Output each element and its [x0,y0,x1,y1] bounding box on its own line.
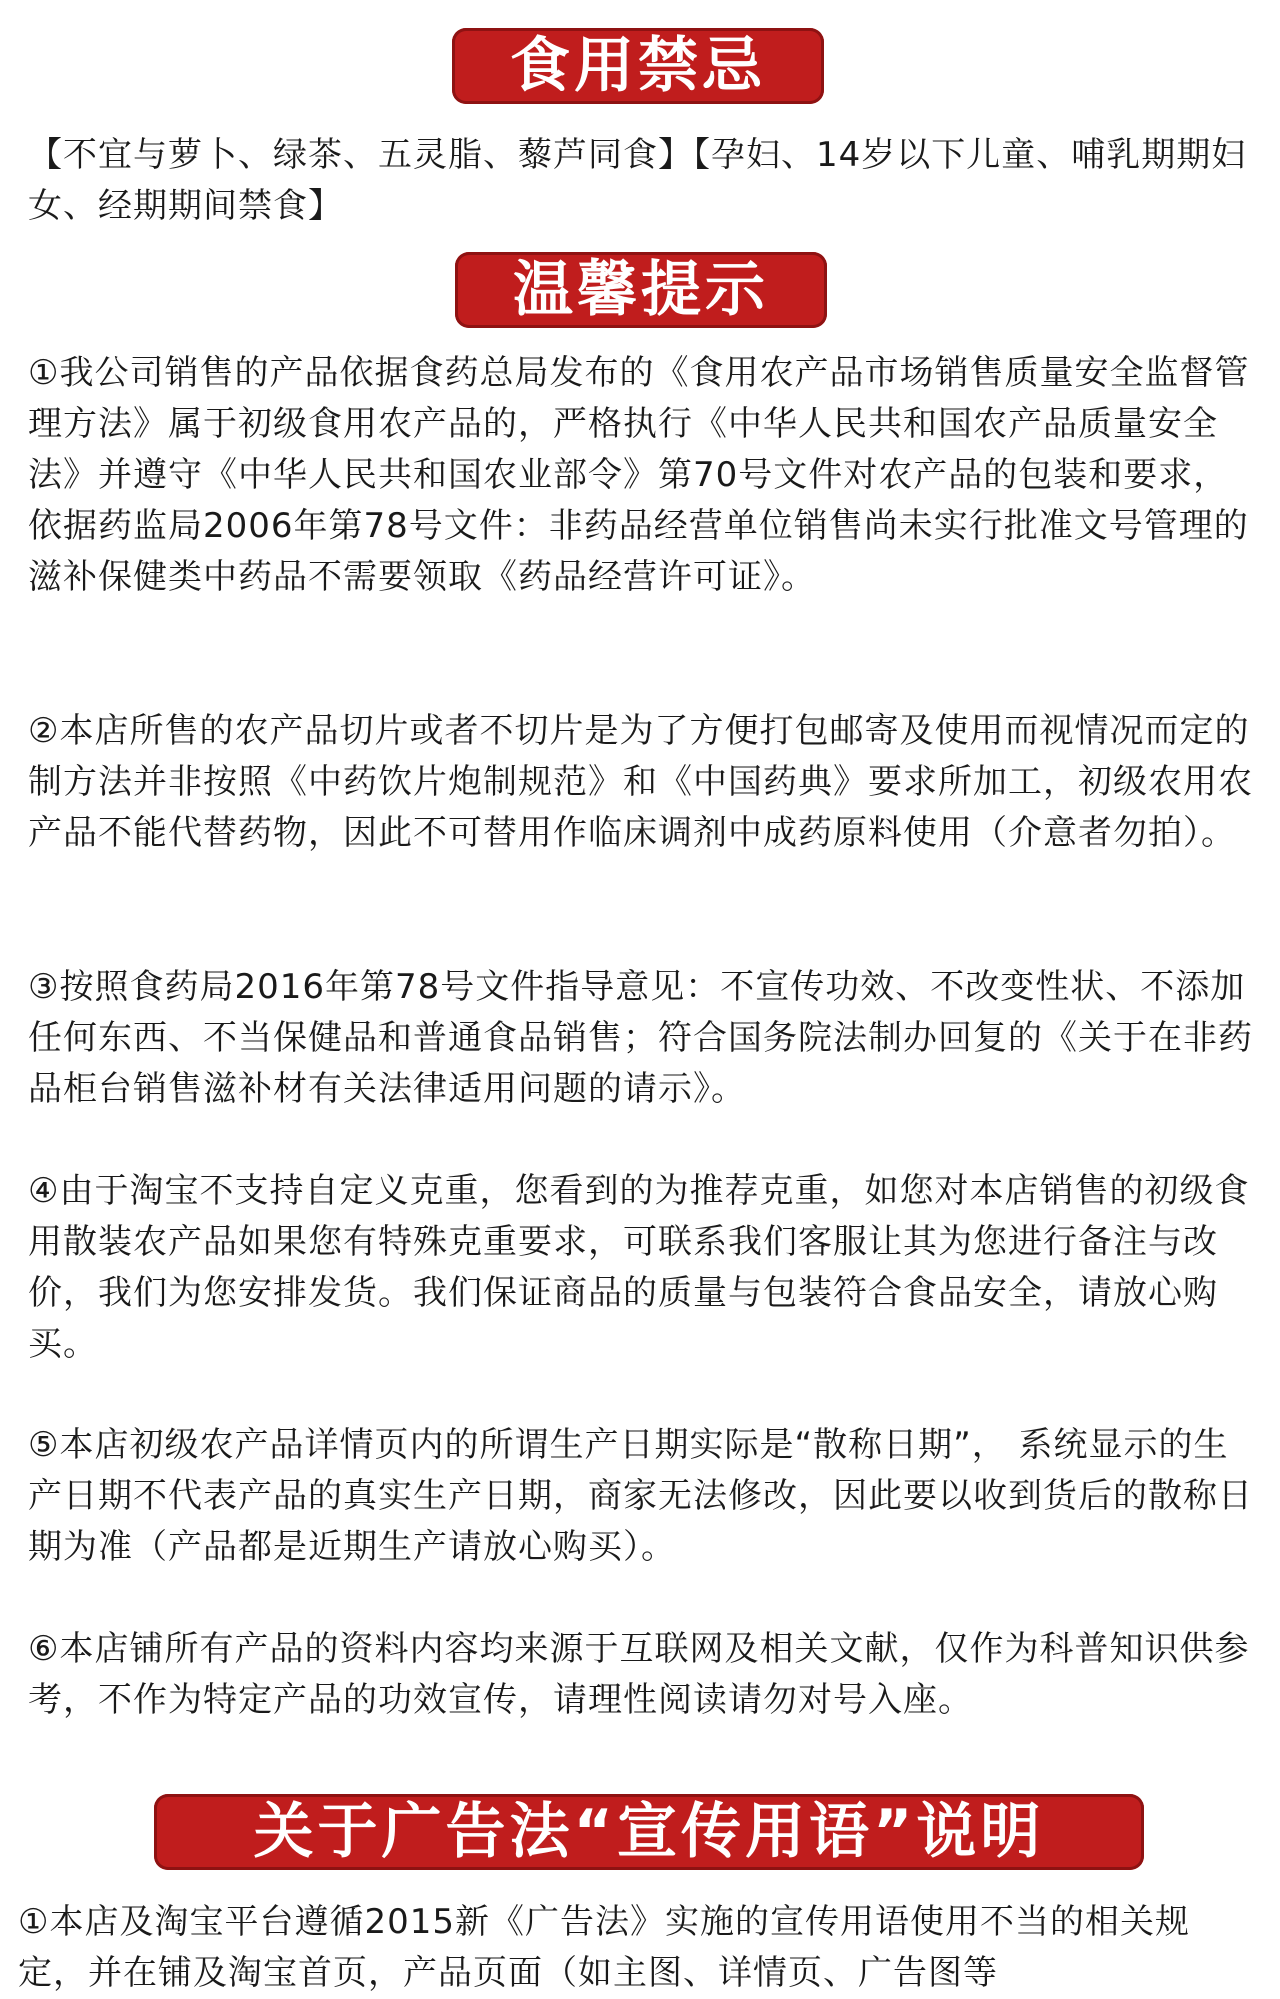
banner-ad-law: 关于广告法“宣传用语”说明 [154,1794,1144,1870]
tip-paragraph: ②本店所售的农产品切片或者不切片是为了方便打包邮寄及使用而视情况而定的制方法并非按照《中药饮片炮制规范》和《中国药典》要求所加工，初级农用农产品不能代替药物，因此不可替用作临床调剂中成药原料使用（介意者勿拍）。 [28,711,1253,853]
tip-paragraph: ③按照食药局2016年第78号文件指导意见：不宣传功效、不改变性状、不添加任何东西、不当保健品和普通食品销售；符合国务院法制办回复的《关于在非药品柜台销售滋补材有关法律适用问题的请示》。 [28,967,1253,1109]
tip-paragraph: ④由于淘宝不支持自定义克重，您看到的为推荐克重，如您对本店销售的初级食用散装农产品如果您有特殊克重要求，可联系我们客服让其为您进行备注与改价，我们为您安排发货。我们保证商品的质量与包装符合食品安全，请放心购买。 [28,1171,1250,1364]
tip-paragraph: ⑥本店铺所有产品的资料内容均来源于互联网及相关文献，仅作为科普知识供参考，不作为特定产品的功效宣传，请理性阅读请勿对号入座。 [28,1629,1250,1720]
ad-law-paragraph: ①本店及淘宝平台遵循2015新《广告法》实施的宣传用语使用不当的相关规定，并在铺及淘宝首页，产品页面（如主图、详情页、广告图等 [18,1902,1191,1993]
tip-paragraph: ⑤本店初级农产品详情页内的所谓生产日期实际是“散称日期”， 系统显示的生产日期不代表产品的真实生产日期，商家无法修改，因此要以收到货后的散称日期为准（产品都是近期生产请放心购买）。 [28,1425,1253,1567]
taboo-text: 【不宜与萝卜、绿茶、五灵脂、藜芦同食】【孕妇、14岁以下儿童、哺乳期期妇女、经期期间禁食】 [28,135,1247,226]
tip-paragraph: ①我公司销售的产品依据食药总局发布的《食用农产品市场销售质量安全监督管理方法》属于初级食用农产品的，严格执行《中华人民共和国农产品质量安全法》并遵守《中华人民共和国农业部令》第70号文件对农产品的包装和要求，依据药监局2006年第78号文件：非药品经营单位销售尚未实行批准文号管理的滋补保健类中药品不需要领取《药品经营许可证》。 [28,353,1250,597]
banner-tips: 温馨提示 [455,252,827,328]
banner-taboo: 食用禁忌 [452,28,824,104]
